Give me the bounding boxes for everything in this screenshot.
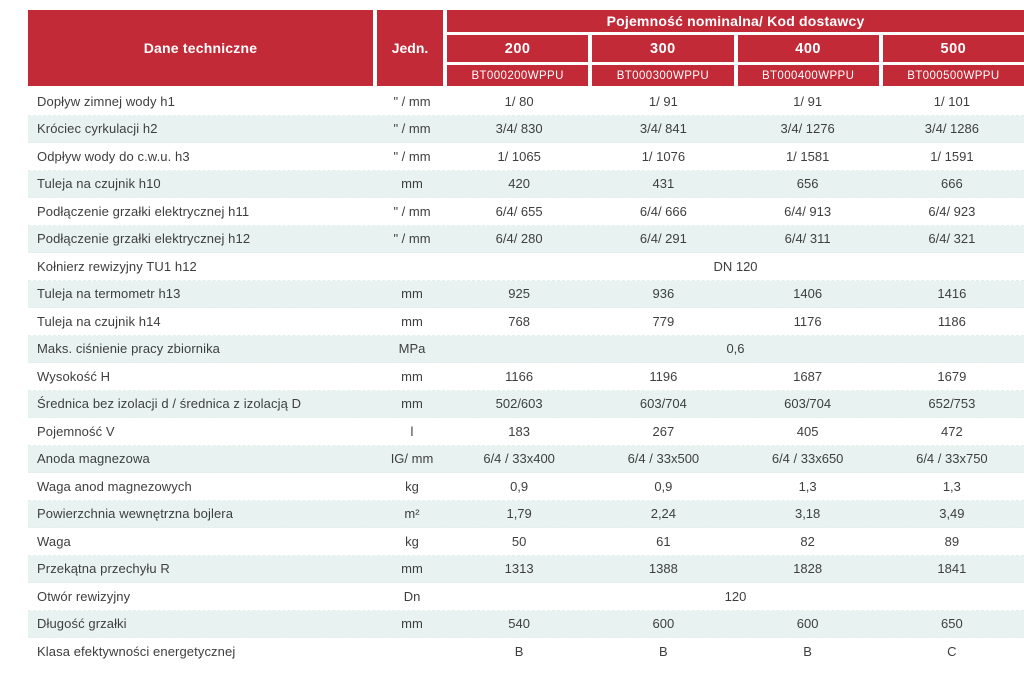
row-label: Otwór rewizyjny bbox=[37, 588, 131, 604]
row-label: Dopływ zimnej wody h1 bbox=[37, 93, 175, 109]
row-value: 89 bbox=[944, 533, 960, 549]
row-label: Pojemność V bbox=[37, 423, 115, 439]
row-value: 0,9 bbox=[654, 478, 673, 494]
row-unit: m² bbox=[404, 506, 420, 522]
row-value: 61 bbox=[656, 533, 671, 549]
row-value: 1,3 bbox=[798, 478, 817, 494]
row-unit: " / mm bbox=[393, 93, 431, 109]
table-row bbox=[28, 418, 1024, 446]
table-row bbox=[28, 171, 1024, 199]
row-value: 6/4/ 913 bbox=[784, 203, 832, 219]
row-value: 1687 bbox=[793, 368, 823, 384]
row-value: 6/4 / 33x500 bbox=[627, 451, 700, 467]
row-value: 540 bbox=[508, 616, 530, 632]
row-unit: " / mm bbox=[393, 148, 431, 164]
header-unit-column: Jedn. bbox=[377, 10, 443, 86]
row-value: 3/4/ 830 bbox=[495, 121, 543, 137]
row-value: 3,49 bbox=[939, 506, 965, 522]
row-value: 1166 bbox=[505, 368, 534, 384]
row-label: Anoda magnezowa bbox=[37, 451, 150, 467]
row-value: 936 bbox=[652, 286, 675, 302]
row-value: 603/704 bbox=[784, 396, 832, 412]
row-value: 1828 bbox=[793, 561, 823, 577]
row-unit: MPa bbox=[398, 341, 426, 357]
row-label: Podłączenie grzałki elektrycznej h11 bbox=[37, 203, 250, 219]
row-value: 1/ 91 bbox=[793, 93, 823, 109]
header-capacity-400: 400 bbox=[738, 35, 879, 62]
row-unit: mm bbox=[401, 368, 423, 384]
table-row bbox=[28, 143, 1024, 171]
row-value: 779 bbox=[652, 313, 675, 329]
table-row bbox=[28, 501, 1024, 529]
header-capacity-500: 500 bbox=[883, 35, 1024, 62]
row-value: 0,9 bbox=[510, 478, 529, 494]
table-row bbox=[28, 528, 1024, 556]
row-value: 1/ 1076 bbox=[641, 148, 686, 164]
technical-data-table bbox=[28, 10, 1024, 666]
row-value: 1,79 bbox=[506, 506, 532, 522]
row-unit: kg bbox=[405, 478, 419, 494]
row-value: 1/ 80 bbox=[504, 93, 534, 109]
row-value: 656 bbox=[796, 176, 819, 192]
row-value: 652/753 bbox=[928, 396, 976, 412]
row-label: Kołnierz rewizyjny TU1 h12 bbox=[37, 258, 197, 274]
table-header bbox=[28, 10, 1024, 86]
row-value: 1196 bbox=[649, 368, 678, 384]
table-body bbox=[28, 88, 1024, 666]
table-row bbox=[28, 363, 1024, 391]
row-unit: l bbox=[410, 423, 414, 439]
table-row bbox=[28, 583, 1024, 611]
row-value: 650 bbox=[941, 616, 963, 632]
row-value-spanning: 120 bbox=[724, 588, 747, 604]
row-value: 3,18 bbox=[794, 506, 821, 522]
row-value: 502/603 bbox=[495, 396, 543, 412]
row-unit: " / mm bbox=[393, 203, 431, 219]
row-label: Tuleja na termometr h13 bbox=[37, 286, 181, 302]
row-label: Tuleja na czujnik h14 bbox=[37, 313, 161, 329]
row-label: Długość grzałki bbox=[37, 616, 127, 632]
row-label: Powierzchnia wewnętrzna bojlera bbox=[37, 506, 234, 522]
row-value: 6/4/ 666 bbox=[639, 203, 687, 219]
row-label: Wysokość H bbox=[37, 368, 111, 384]
row-unit: " / mm bbox=[393, 231, 431, 247]
row-value: 267 bbox=[652, 423, 675, 439]
table-row bbox=[28, 116, 1024, 144]
row-value: 600 bbox=[796, 616, 819, 632]
table-row bbox=[28, 281, 1024, 309]
row-value: 3/4/ 1286 bbox=[924, 121, 979, 137]
row-value: 6/4/ 923 bbox=[928, 203, 976, 219]
row-label: Klasa efektywności energetycznej bbox=[37, 644, 236, 660]
row-unit: mm bbox=[401, 616, 423, 632]
row-value: 6/4/ 321 bbox=[928, 231, 976, 247]
row-value: 768 bbox=[508, 313, 530, 329]
row-label: Podłączenie grzałki elektrycznej h12 bbox=[37, 231, 251, 247]
row-value: 6/4 / 33x400 bbox=[483, 451, 555, 467]
row-value: 6/4 / 33x750 bbox=[916, 451, 988, 467]
row-unit: IG/ mm bbox=[390, 451, 434, 467]
row-value: 183 bbox=[508, 423, 530, 439]
table-row bbox=[28, 556, 1024, 584]
row-label: Waga anod magnezowych bbox=[37, 478, 192, 494]
row-unit: mm bbox=[401, 313, 423, 329]
table-row bbox=[28, 473, 1024, 501]
row-value: 1176 bbox=[793, 313, 822, 329]
row-unit: mm bbox=[401, 286, 423, 302]
row-unit: Dn bbox=[403, 588, 421, 604]
row-value: 603/704 bbox=[639, 396, 687, 412]
row-label: Waga bbox=[37, 533, 71, 549]
row-value: B bbox=[659, 644, 668, 660]
row-value: 6/4/ 655 bbox=[495, 203, 543, 219]
row-label: Średnica bez izolacji d / średnica z izolacją D bbox=[37, 396, 302, 412]
row-value: 1/ 1065 bbox=[497, 148, 541, 164]
row-value: 1416 bbox=[937, 286, 967, 302]
row-value: 1313 bbox=[504, 561, 534, 577]
row-value: 600 bbox=[652, 616, 675, 632]
row-value: 6/4/ 291 bbox=[639, 231, 687, 247]
row-value: 6/4 / 33x650 bbox=[771, 451, 844, 467]
table-row bbox=[28, 198, 1024, 226]
row-value-spanning: DN 120 bbox=[713, 258, 758, 274]
header-capacity-group: Pojemność nominalna/ Kod dostawcy bbox=[447, 10, 1024, 32]
row-value: C bbox=[947, 644, 957, 660]
table-row bbox=[28, 336, 1024, 364]
row-unit: mm bbox=[401, 396, 423, 412]
row-label: Króciec cyrkulacji h2 bbox=[37, 121, 158, 137]
header-supplier-code: BT000500WPPU bbox=[883, 65, 1024, 86]
row-value: 1/ 101 bbox=[933, 93, 970, 109]
row-value: 1/ 1591 bbox=[930, 148, 974, 164]
row-label: Odpływ wody do c.w.u. h3 bbox=[37, 148, 190, 164]
row-value: 420 bbox=[508, 176, 530, 192]
row-value: 1,3 bbox=[942, 478, 961, 494]
row-unit: mm bbox=[401, 561, 423, 577]
table-row bbox=[28, 611, 1024, 639]
row-value: 1/ 1581 bbox=[785, 148, 830, 164]
row-value: 6/4/ 311 bbox=[784, 231, 831, 247]
row-value: 2,24 bbox=[650, 506, 677, 522]
row-value: 1/ 91 bbox=[648, 93, 678, 109]
row-value: 431 bbox=[652, 176, 675, 192]
row-label: Maks. ciśnienie pracy zbiornika bbox=[37, 341, 221, 357]
row-value: 6/4/ 280 bbox=[495, 231, 543, 247]
header-dane-techniczne: Dane techniczne bbox=[28, 10, 373, 86]
table-row bbox=[28, 226, 1024, 254]
table-row bbox=[28, 88, 1024, 116]
table-row bbox=[28, 253, 1024, 281]
row-unit: kg bbox=[405, 533, 419, 549]
row-unit: mm bbox=[401, 176, 423, 192]
header-capacity-300: 300 bbox=[592, 35, 733, 62]
row-unit bbox=[377, 638, 447, 666]
row-value: 3/4/ 1276 bbox=[780, 121, 835, 137]
row-value: 3/4/ 841 bbox=[639, 121, 687, 137]
header-supplier-code: BT000400WPPU bbox=[738, 65, 879, 86]
table-row bbox=[28, 638, 1024, 666]
table-row bbox=[28, 391, 1024, 419]
row-value: 1186 bbox=[937, 313, 966, 329]
row-value: 1841 bbox=[937, 561, 967, 577]
row-value: 405 bbox=[796, 423, 819, 439]
row-value: 1406 bbox=[793, 286, 823, 302]
row-value: 1679 bbox=[937, 368, 967, 384]
row-value-spanning: 0,6 bbox=[726, 341, 745, 357]
row-value: 82 bbox=[800, 533, 815, 549]
header-capacity-200: 200 bbox=[447, 35, 588, 62]
header-supplier-code: BT000300WPPU bbox=[592, 65, 733, 86]
row-unit bbox=[377, 253, 447, 280]
row-label: Przekątna przechyłu R bbox=[37, 561, 170, 577]
row-value: B bbox=[514, 644, 524, 660]
table-row bbox=[28, 308, 1024, 336]
table-row bbox=[28, 446, 1024, 474]
row-value: B bbox=[803, 644, 812, 660]
row-value: 472 bbox=[941, 423, 963, 439]
row-label: Tuleja na czujnik h10 bbox=[37, 176, 161, 192]
row-value: 666 bbox=[941, 176, 963, 192]
row-value: 925 bbox=[508, 286, 530, 302]
row-unit: " / mm bbox=[393, 121, 431, 137]
header-supplier-code: BT000200WPPU bbox=[447, 65, 588, 86]
row-value: 1388 bbox=[648, 561, 678, 577]
row-value: 50 bbox=[511, 533, 527, 549]
